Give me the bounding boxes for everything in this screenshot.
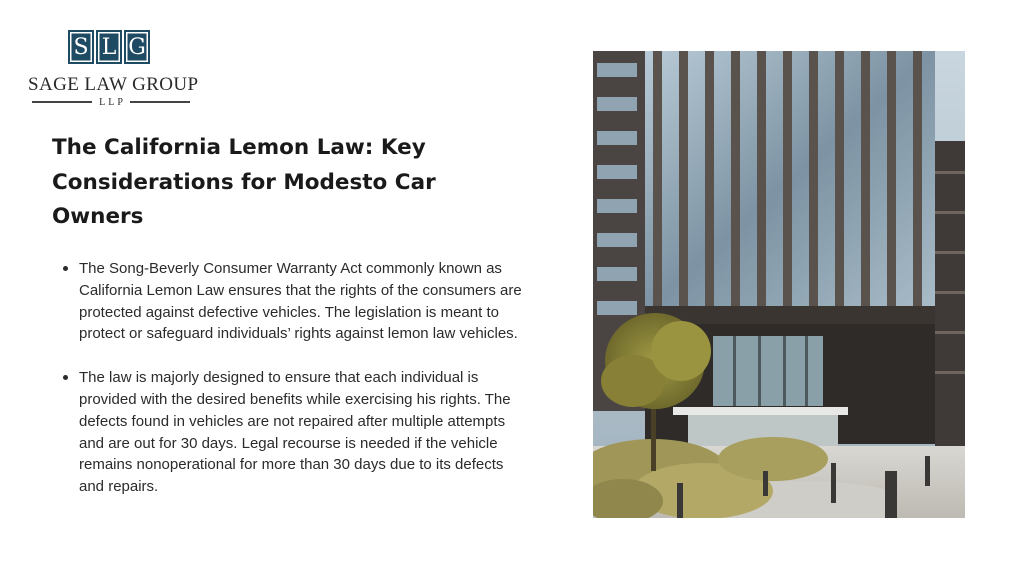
- company-logo: [28, 30, 199, 110]
- bullet-item: [62, 367, 522, 498]
- logo-firm-name: SAGE LAW GROUP: [28, 74, 199, 95]
- logo-rule-left: [32, 101, 92, 103]
- logo-letter-s: S: [68, 30, 94, 64]
- bullet-text: The Song-Beverly Consumer Warranty Act commonly known as California Lemon Law ensures that the rights of the consumers are protected against defective vehicles. The legislation is meant to protect or safeguard individuals’ rights against lemon law vehicles.: [79, 260, 522, 343]
- bullet-list: [62, 258, 522, 498]
- logo-letter-l: L: [96, 30, 122, 64]
- slide-title: The California Lemon Law: Key Considerations for Modesto Car Owners: [52, 135, 436, 229]
- building-photo: [593, 51, 965, 518]
- logo-letter-g: G: [124, 30, 150, 64]
- bullet-dot-icon: [63, 266, 68, 271]
- bullet-dot-icon: [63, 375, 68, 380]
- bullet-item: [62, 258, 522, 345]
- logo-suffix: LLP: [99, 96, 126, 108]
- logo-monogram: [68, 30, 152, 64]
- logo-rule-right: [130, 101, 190, 103]
- logo-suffix-row: [32, 96, 190, 108]
- bullet-text: The law is majorly designed to ensure that each individual is provided with the desired benefits while exercising his rights. The defects found in vehicles are not repaired after multiple attempts and are out for 30 days. Legal recourse is needed if the vehicle remains nonoperational for more than 30 days due to its defects and repairs.: [79, 369, 511, 496]
